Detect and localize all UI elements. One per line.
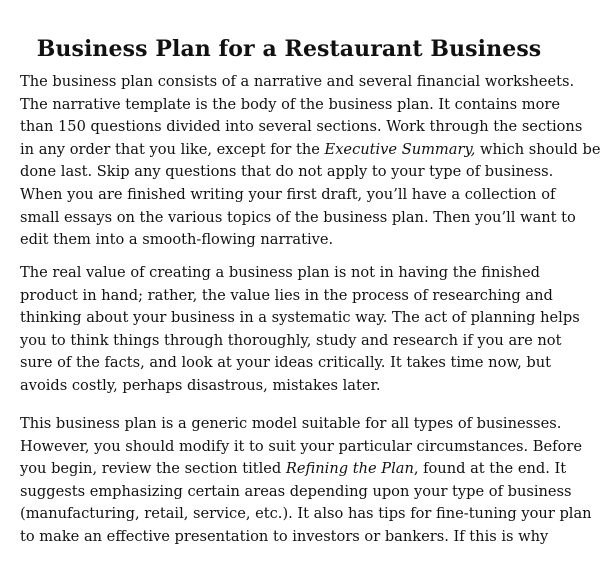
italic-term-refining-the-plan: Refining the Plan xyxy=(285,460,414,478)
text-run: , found at the end. It xyxy=(413,460,567,478)
text-run: thinking about your business in a systematic way. The act of planning helps xyxy=(20,309,580,327)
text-line xyxy=(20,161,568,184)
text-run: (manufacturing, retail, service, etc.). It also has tips for fine-tuning your plan xyxy=(20,505,592,523)
text-run: The narrative template is the body of the business plan. It contains more xyxy=(20,95,561,113)
text-line xyxy=(20,71,575,94)
text-line xyxy=(20,207,576,230)
text-run: This business plan is a generic model suitable for all types of businesses. xyxy=(20,415,562,432)
text-run: in any order that you like, except for the xyxy=(20,140,325,158)
paragraph-2 xyxy=(20,262,580,398)
text-line xyxy=(20,116,583,139)
text-run: When you are finished writing your first draft, you’ll have a collection of xyxy=(20,185,556,203)
text-run: which should be xyxy=(475,140,601,158)
text-run: small essays on the various topics of the business plan. Then you’ll want to xyxy=(20,208,576,226)
paragraph-1 xyxy=(20,71,601,252)
text-line xyxy=(20,481,572,504)
text-line xyxy=(20,503,592,526)
italic-term-executive-summary: Executive Summary, xyxy=(324,140,476,158)
text-line xyxy=(20,352,568,375)
text-line xyxy=(20,139,601,162)
text-run: The real value of creating a business plan is not in having the finished xyxy=(20,264,540,281)
paragraph-3 xyxy=(20,413,592,549)
text-run: you to think things through thoroughly, study and research if you are not xyxy=(20,331,562,349)
text-line xyxy=(20,458,568,481)
text-run: sure of the facts, and look at your ideas critically. It takes time now, but xyxy=(20,354,551,372)
text-line xyxy=(20,184,568,207)
text-line xyxy=(20,229,568,252)
text-line xyxy=(20,330,568,353)
text-run: you begin, review the section titled xyxy=(20,460,286,478)
text-line xyxy=(20,413,568,436)
text-run: product in hand; rather, the value lies in the process of researching and xyxy=(20,286,553,304)
text-run: avoids costly, perhaps disastrous, mistakes later. xyxy=(20,376,381,394)
text-run: to make an effective presentation to investors or bankers. If this is why xyxy=(20,527,549,545)
text-line xyxy=(20,526,568,549)
text-run: suggests emphasizing certain areas depending upon your type of business xyxy=(20,482,572,500)
text-run: done last. Skip any questions that do not apply to your type of business. xyxy=(20,163,554,181)
text-line xyxy=(20,436,582,459)
text-run: than 150 questions divided into several sections. Work through the sections xyxy=(20,118,583,136)
text-run: However, you should modify it to suit your particular circumstances. Before xyxy=(20,437,582,455)
text-run: The business plan consists of a narrative and several financial worksheets. xyxy=(20,73,575,90)
text-line xyxy=(20,307,580,330)
document-title: Business Plan for a Restaurant Business xyxy=(36,36,542,62)
text-line xyxy=(20,285,568,308)
text-line xyxy=(20,94,568,117)
text-line xyxy=(20,375,568,398)
text-run: edit them into a smooth-flowing narrative. xyxy=(20,231,334,249)
text-line xyxy=(20,262,568,285)
